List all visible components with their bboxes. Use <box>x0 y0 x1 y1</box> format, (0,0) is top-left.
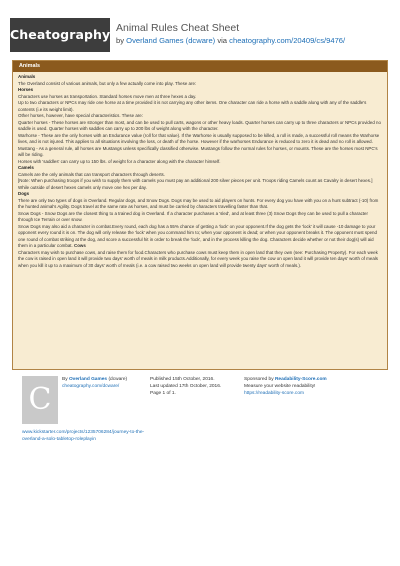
page-count: Page 1 of 1. <box>150 391 176 396</box>
updated-date: Last updated 17th October, 2016. <box>150 384 222 389</box>
page-header <box>0 0 400 56</box>
rule-paragraph <box>18 146 382 159</box>
footer-author-url[interactable]: cheatography.com/dcware/ <box>62 384 120 389</box>
paragraph-text: Warhorse - These are the only horses with an Endurance value (roll for that value). If the Warhorse is usually supposed to be killed, a roll is made, a successful roll means the Warhorse lives, and is not injured. This applies to all situations involving the loss, or death of the horse. However if the warhorses Endurance is reduced to zero it is dead and no roll is allowed. <box>18 132 380 144</box>
paragraph-text: Animals <box>18 74 36 79</box>
paragraph-text: There are only two types of dogs in Overland. Regular dogs, and Snow Dogs. Dogs may be used to aid players on hunts. For every dog you have with you on a hunt subtract (-10) from the hunted animal's Agility. Dogs travel at the same rate as horses, and must be carried by characters travelling faster than that. <box>18 197 379 209</box>
rule-paragraph <box>18 211 382 224</box>
paragraph-text: Camels are the only animals that can transport characters through deserts. <box>18 171 166 177</box>
panel-body <box>13 72 387 269</box>
sheet-url-link[interactable]: cheatography.com/20409/cs/9476/ <box>229 36 346 45</box>
paragraph-text: Dogs <box>18 191 30 196</box>
published-date: Published 15th October, 2016. <box>150 377 215 382</box>
cheatography-logo[interactable]: Cheatography <box>10 18 110 52</box>
sponsor-info <box>244 376 394 397</box>
kickstarter-link[interactable]: www.kickstarter.com/projects/1235706284/journey-to-the-overland-a-solo-tabletop-roleplayin <box>22 430 145 442</box>
author-avatar[interactable]: C <box>22 376 58 424</box>
rule-paragraph <box>18 224 382 250</box>
author-link[interactable]: Overland Games (dcware) <box>126 36 216 45</box>
paragraph-text: Characters use horses as transportation. Standard horses move men at three hexes a day. <box>18 93 197 99</box>
byline-via: via <box>217 36 228 45</box>
paragraph-text: Snow Dogs - Snow Dogs are the closest thing to a trained dog in Overland. If a character purchases a 'sled', and at least three (3) Snow Dogs they can be used to pull a character through Ice Terrain or over snow. <box>18 210 368 222</box>
author-info <box>62 376 142 390</box>
animals-panel <box>12 60 388 370</box>
byline-prefix: by <box>116 36 125 45</box>
paragraph-text: Snow Dogs may also aid a character in combat.Every round, each dog has a 55% chance of getting a 'lock' on your opponent.If the dog gets the 'lock' it will cause -10 damage to your opponent every round it is on. The dog will only release the 'lock' when you command him to; when your opponent is dead; or when your opponent breaks it. The opponent must spend one round of combat striking at the dog, and score a successful hit in order to break the 'lock', and in the process killing the dog. Characters decide whether or not their dog(s) will aid them in a particular combat. <box>18 223 377 248</box>
rule-paragraph <box>18 100 382 113</box>
paragraph-text: Characters may wish to purchase cows, and raise them for food.Characters who purchase cows must keep them in open land that they own (see: Purchasing Property). For each week the cow is raised in open land it will provide two days' worth of meals in milk products.Additionally, for every week you raise the cow on open land it will provide ten days' worth of meals when you kill it up to a maximum of 30 days' worth of meals (i.e. a cow raised two weeks on open land will provide twenty days' worth of meals.). <box>18 249 378 268</box>
paragraph-text: Quarter horses - These horses are stronger than most, and can be used to pull carts, wagons or other heavy loads. Quarter horses can carry up to three characters or NPCs provided no saddle is used. Quarter horses with saddles can carry up to 200 lbs of weight along with the character. <box>18 119 381 131</box>
paragraph-text: Other horses, however, have special characteristics. These are: <box>18 113 143 118</box>
byline <box>116 36 400 46</box>
paragraph-text: While outside of desert hexes camels only move one hex per day. <box>18 184 147 190</box>
paragraph-text: Camels <box>18 165 34 170</box>
page-title: Animal Rules Cheat Sheet <box>116 22 240 34</box>
rule-paragraph <box>18 198 382 211</box>
panel-heading: Animals <box>13 61 387 72</box>
publish-info <box>150 376 230 397</box>
sponsor-link[interactable]: Readability-Score.com <box>274 377 327 382</box>
paragraph-text: Mustang - As a general rule, all horses are Mustangs unless specifically classified otherwise. Mustangs follow the normal rules for horses, or mounts. These are the horses most NPC's will be riding. <box>18 145 378 157</box>
paragraph-text: Horses <box>18 87 34 92</box>
footer-by: By <box>62 377 68 382</box>
paragraph-text: The Overland consist of various animals, but only a few actually come into play. These are: <box>18 80 197 86</box>
sponsor-prefix: Sponsored by <box>244 377 274 382</box>
paragraph-text: Horses with 'saddles' can carry up to 150 lbs. of weight for a character along with the character himself. <box>18 158 221 164</box>
page-footer <box>0 372 400 466</box>
rule-paragraph <box>18 133 382 146</box>
paragraph-text: Up to two characters or NPCs may ride one horse at a time provided it is not carrying any other items. One character can ride a horse with a saddle along with any of the saddle's contents (i.e its weight limit). <box>18 100 367 112</box>
subheading-inline: Cows <box>74 243 86 248</box>
sponsor-url[interactable]: https://readability-score.com <box>244 391 304 396</box>
sponsor-tagline: Measure your website readability! <box>244 384 316 389</box>
paragraph-text: [Note: When purchasing troops if you wish to supply them with camels you must pay an additional 200 silver pieces per unit. Troops riding Camels count as Cavalry in desert hexes.] <box>18 178 373 183</box>
footer-author-link[interactable]: Overland Games <box>68 377 108 382</box>
footer-handle: (dcware) <box>108 377 128 382</box>
rule-paragraph <box>18 120 382 133</box>
rule-paragraph <box>18 250 382 270</box>
